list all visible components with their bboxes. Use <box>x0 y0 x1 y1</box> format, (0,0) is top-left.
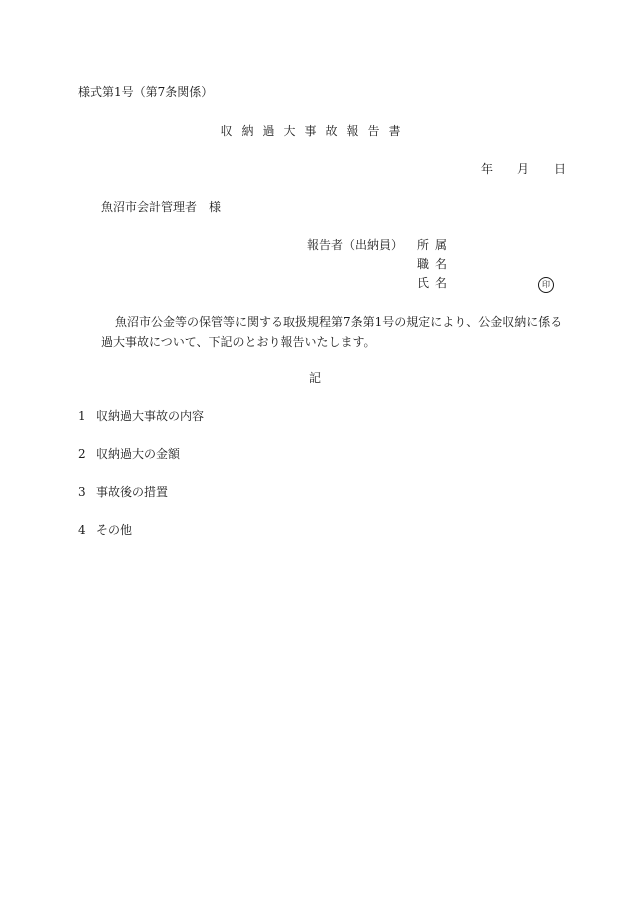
item-label: 事故後の措置 <box>96 485 169 499</box>
document-title: 収納過大事故報告書 <box>220 124 410 138</box>
record-heading: 記 <box>308 371 321 385</box>
date-year-label: 年 <box>481 162 494 176</box>
field-name-label: 氏名 <box>417 276 454 290</box>
item-number: 2 <box>78 447 86 461</box>
date-month-label: 月 <box>517 162 530 176</box>
item-number: 3 <box>78 485 86 499</box>
seal-icon <box>538 275 554 293</box>
item-label: 収納過大事故の内容 <box>96 409 205 423</box>
seal-mark: 印 <box>538 277 554 293</box>
reporter-label: 報告者（出納員） <box>307 238 404 252</box>
addressee: 魚沼市会計管理者 様 <box>101 200 222 214</box>
list-item <box>78 446 180 462</box>
form-number: 様式第1号（第7条関係） <box>78 85 214 99</box>
body-paragraph: 魚沼市公金等の保管等に関する取扱規程第7条第1号の規定により、公金収納に係る過大事故について、下記のとおり報告いたします。 <box>101 315 563 349</box>
item-number: 1 <box>78 409 86 423</box>
date-day-label: 日 <box>554 162 567 176</box>
field-job-title-label: 職名 <box>417 257 454 271</box>
list-item <box>78 408 204 424</box>
item-label: その他 <box>96 523 133 537</box>
field-affiliation-label: 所属 <box>417 238 454 252</box>
item-number: 4 <box>78 523 86 537</box>
item-label: 収納過大の金額 <box>96 447 181 461</box>
list-item <box>78 484 168 500</box>
list-item <box>78 522 132 538</box>
